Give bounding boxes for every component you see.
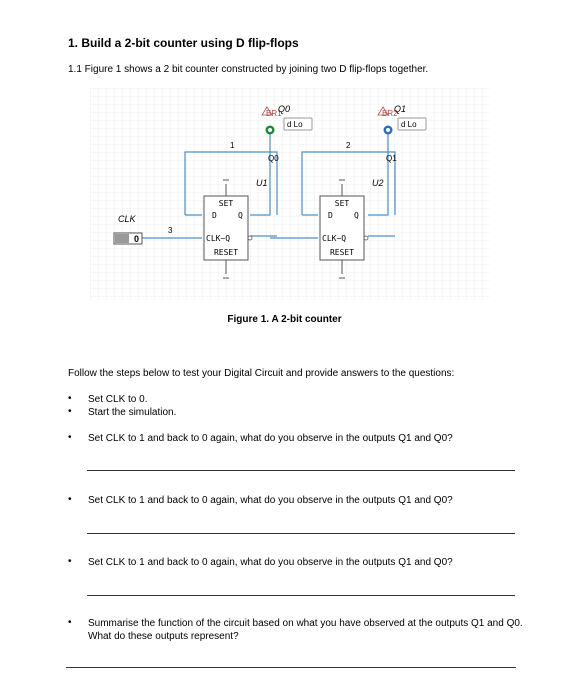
- clk-label: CLK: [118, 214, 136, 224]
- ff2-q-label: Q: [354, 211, 359, 220]
- ff1-q-label: Q: [238, 211, 243, 220]
- ff1-name: U1: [256, 178, 268, 188]
- step-text: Set CLK to 1 and back to 0 again, what do you observe in the outputs Q1 and Q0?: [88, 557, 453, 568]
- wire-label-1: 1: [230, 141, 235, 150]
- clk-value: 0: [134, 234, 140, 244]
- bullet-glyph: •: [68, 556, 72, 567]
- ff2-reset-label: RESET: [329, 248, 355, 257]
- ff1-d-label: D: [212, 211, 217, 220]
- step-text: Set CLK to 1 and back to 0 again, what do you observe in the outputs Q1 and Q0?: [88, 433, 453, 444]
- step-text: Set CLK to 1 and back to 0 again, what do you observe in the outputs Q1 and Q0?: [88, 495, 453, 506]
- probe-q0-value: d Lo: [287, 120, 303, 129]
- wire-label-2: 2: [346, 141, 351, 150]
- probe-q1-name: BR2: [382, 109, 398, 118]
- answer-line[interactable]: [66, 667, 516, 668]
- step-text: Summarise the function of the circuit based on what you have observed at the outputs Q1 and Q0. What do these outputs represent?: [88, 618, 523, 642]
- figure-caption: Figure 1. A 2-bit counter: [227, 314, 342, 325]
- bullet-glyph: •: [68, 393, 72, 404]
- ff2-clk-label: CLK~Q: [322, 234, 347, 243]
- bullet-glyph: •: [68, 494, 72, 505]
- ff1-reset-label: RESET: [213, 248, 239, 257]
- probe-q0-label: Q0: [278, 104, 291, 114]
- section-heading: 1. Build a 2-bit counter using D flip-flops: [68, 36, 299, 50]
- probe-q0-name: BR1: [266, 109, 282, 118]
- ff2-d-label: D: [328, 211, 333, 220]
- out-q0-label: Q0: [268, 154, 279, 163]
- answer-line[interactable]: [87, 470, 515, 471]
- probe-q1-value: d Lo: [401, 120, 417, 129]
- counter-circuit-figure: [90, 88, 490, 300]
- answer-line[interactable]: [87, 533, 515, 534]
- ff1-clk-label: CLK~Q: [206, 234, 231, 243]
- instructions-text: Follow the steps below to test your Digital Circuit and provide answers to the questions:: [68, 368, 455, 379]
- answer-line[interactable]: [87, 595, 515, 596]
- step-text: Start the simulation.: [88, 407, 177, 418]
- out-q1-label: Q1: [386, 154, 397, 163]
- step-text: Set CLK to 0.: [88, 394, 148, 405]
- bullet-glyph: •: [68, 406, 72, 417]
- probe-q1-label: Q1: [394, 104, 407, 114]
- bullet-glyph: •: [68, 432, 72, 443]
- ff1-set-label: SET: [218, 199, 234, 208]
- ff2-name: U2: [372, 178, 384, 188]
- bullet-glyph: •: [68, 617, 72, 628]
- wire-label-3: 3: [168, 226, 173, 235]
- intro-text: 1.1 Figure 1 shows a 2 bit counter constructed by joining two D flip-flops together.: [68, 64, 429, 75]
- ff2-set-label: SET: [334, 199, 350, 208]
